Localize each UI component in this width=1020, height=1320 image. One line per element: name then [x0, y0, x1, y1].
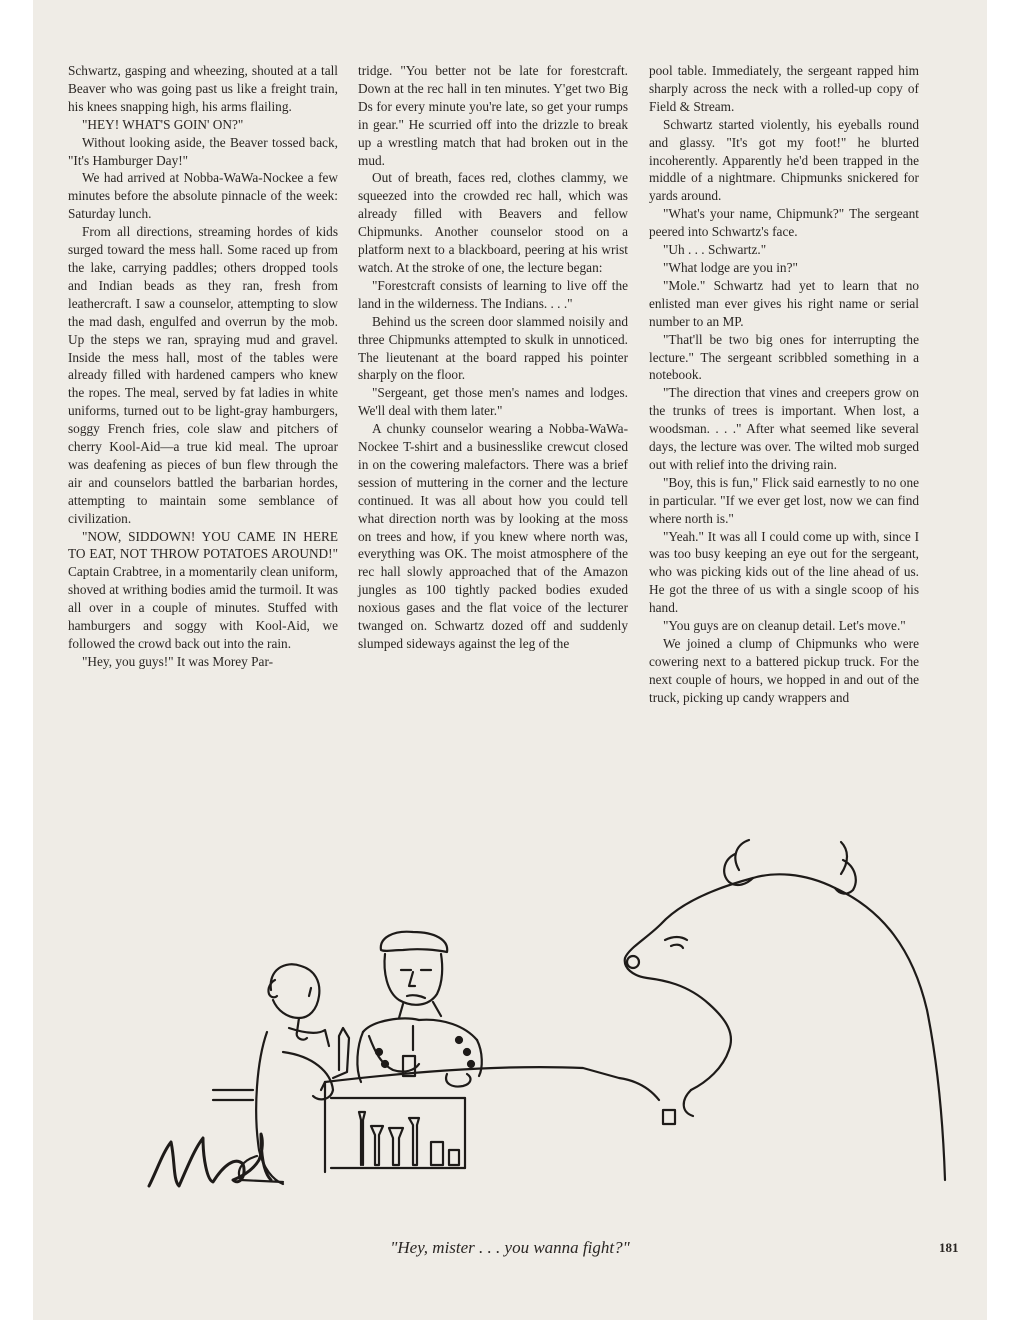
paragraph: From all directions, streaming hordes of kids surged toward the mess hall. Some raced up from the lake, carrying paddles; others dropped tools and Indian beads as they ran, fresh from leathercraft. I saw a counselor, attempting to slow the mad dash, engulfed and overrun by the mob. Up the steps we ran, spraying mud and gravel. Inside the mess hall, most of the tables were already filled with hardened campers who knew the ropes. The meal, served by fat ladies in white uniforms, turned out to be light-gray hamburgers, soggy French fries, cole slaw and pitchers of cherry Kool-Aid—a true kid meal. The uproar was deafening as pieces of bun flew through the air and counselors battled the barbarian hordes, attempting to maintain some semblance of civilization.	[68, 224, 338, 526]
paragraph: "HEY! WHAT'S GOIN' ON?"	[82, 116, 244, 132]
paragraph: Without looking aside, the Beaver tossed back, "It's Hamburger Day!"	[68, 134, 338, 168]
paragraph: "That'll be two big ones for interrupting the lecture." The sergeant scribbled something in a notebook.	[649, 331, 919, 383]
magazine-page	[33, 0, 987, 1320]
paragraph: "You guys are on cleanup detail. Let's move."	[663, 618, 906, 634]
paragraph: A chunky counselor wearing a Nobba-WaWa-Nockee T-shirt and a businesslike crewcut closed in on the cowering malefactors. There was a brief session of muttering in the corner and the lecture continued. It was all about how you could tell what direction north was by looking at the moss on trees and how, if you knew where north was, everything was OK. The moist atmosphere of the rec hall slowly approached that of the Amazon jungles as 100 tightly packed bodies exuded noxious gases and the flat voice of the lecturer twanged on. Schwartz dozed off and suddenly slumped sideways against the leg of the	[358, 421, 628, 651]
paragraph: Out of breath, faces red, clothes clammy, we squeezed into the crowded rec hall, which was already filled with Beavers and fellow Chipmunks. Another counselor stood on a platform next to a blackboard, peering at his wrist watch. At the stroke of one, the lecture began:	[358, 170, 628, 275]
paragraph: "Uh . . . Schwartz."	[663, 242, 767, 258]
paragraph: "Mole." Schwartz had yet to learn that no enlisted man ever gives his right name or serial number to an MP.	[649, 277, 919, 329]
paragraph: We had arrived at Nobba-WaWa-Nockee a few minutes before the absolute pinnacle of the week: Saturday lunch.	[68, 170, 338, 222]
paragraph: tridge. "You better not be late for forestcraft. Down at the rec hall in ten minutes. Y'get two Big Ds for every minute you're late, so get your rumps in gear." He scurried off into the drizzle to break up a wrestling match that had broken out in the mud.	[358, 63, 628, 168]
paragraph: Schwartz started violently, his eyeballs round and glassy. "It's got my foot!" he blurted incoherently. Apparently he'd been trapped in the middle of a nightmare. Chipmunks snickered for yards around.	[649, 116, 919, 204]
page-number: 181	[939, 1240, 959, 1255]
paragraph: "The direction that vines and creepers grow on the trunks of trees is important. When lost, a woodsman. . . ." After what seemed like several days, the lecture was over. The wilted mob surged out with relief into the driving rain.	[649, 385, 919, 472]
paragraph: "Forestcraft consists of learning to live off the land in the wilderness. The Indians. . . ."	[358, 277, 628, 311]
cartoon-caption: "Hey, mister . . . you wanna fight?"	[390, 1238, 630, 1257]
paragraph: Behind us the screen door slammed noisily and three Chipmunks attempted to skulk in unnoticed. The lieutenant at the board rapped his pointer sharply on the floor.	[358, 313, 628, 383]
paragraph: pool table. Immediately, the sergeant rapped him sharply across the neck with a rolled-up copy of Field & Stream.	[649, 63, 919, 114]
cartoon-illustration	[63, 820, 963, 1220]
text-column-3	[649, 62, 919, 707]
text-column-1	[68, 62, 338, 671]
bar-counter	[321, 1067, 659, 1172]
paragraph: "What's your name, Chipmunk?" The sergeant peered into Schwartz's face.	[649, 206, 919, 240]
signature-mal	[149, 1134, 271, 1186]
text-column-2	[358, 62, 628, 653]
paragraph: We joined a clump of Chipmunks who were cowering next to a battered pickup truck. For the next couple of hours, we hopped in and out of the truck, picking up candy wrappers and	[649, 636, 919, 705]
paragraph: "Yeah." It was all I could come up with, since I was too busy keeping an eye out for the sergeant, who was picking kids out of the line ahead of us. He got the three of us with a single scoop of his hand.	[649, 528, 919, 616]
paragraph: "Boy, this is fun," Flick said earnestly to no one in particular. "If we ever get lost, now we can find where north is."	[649, 474, 919, 526]
paragraph: "Sergeant, get those men's names and lodges. We'll deal with them later."	[358, 385, 628, 419]
bull	[625, 840, 945, 1180]
matador	[357, 932, 481, 1087]
man-at-bar	[213, 964, 349, 1184]
paragraph: "Hey, you guys!" It was Morey Par-	[82, 653, 274, 669]
paragraph: "What lodge are you in?"	[663, 259, 798, 275]
paragraph: "NOW, SIDDOWN! YOU CAME IN HERE TO EAT, NOT THROW POTATOES AROUND!" Captain Crabtree, in a momentarily clean uniform, shoved at writhing bodies amid the turmoil. It was all over in a couple of minutes. Stuffed with hamburgers and soggy with Kool-Aid, we followed the crowd back out into the rain.	[68, 528, 338, 651]
paragraph: Schwartz, gasping and wheezing, shouted at a tall Beaver who was going past us like a freight train, his knees snapping high, his arms flailing.	[68, 63, 338, 114]
